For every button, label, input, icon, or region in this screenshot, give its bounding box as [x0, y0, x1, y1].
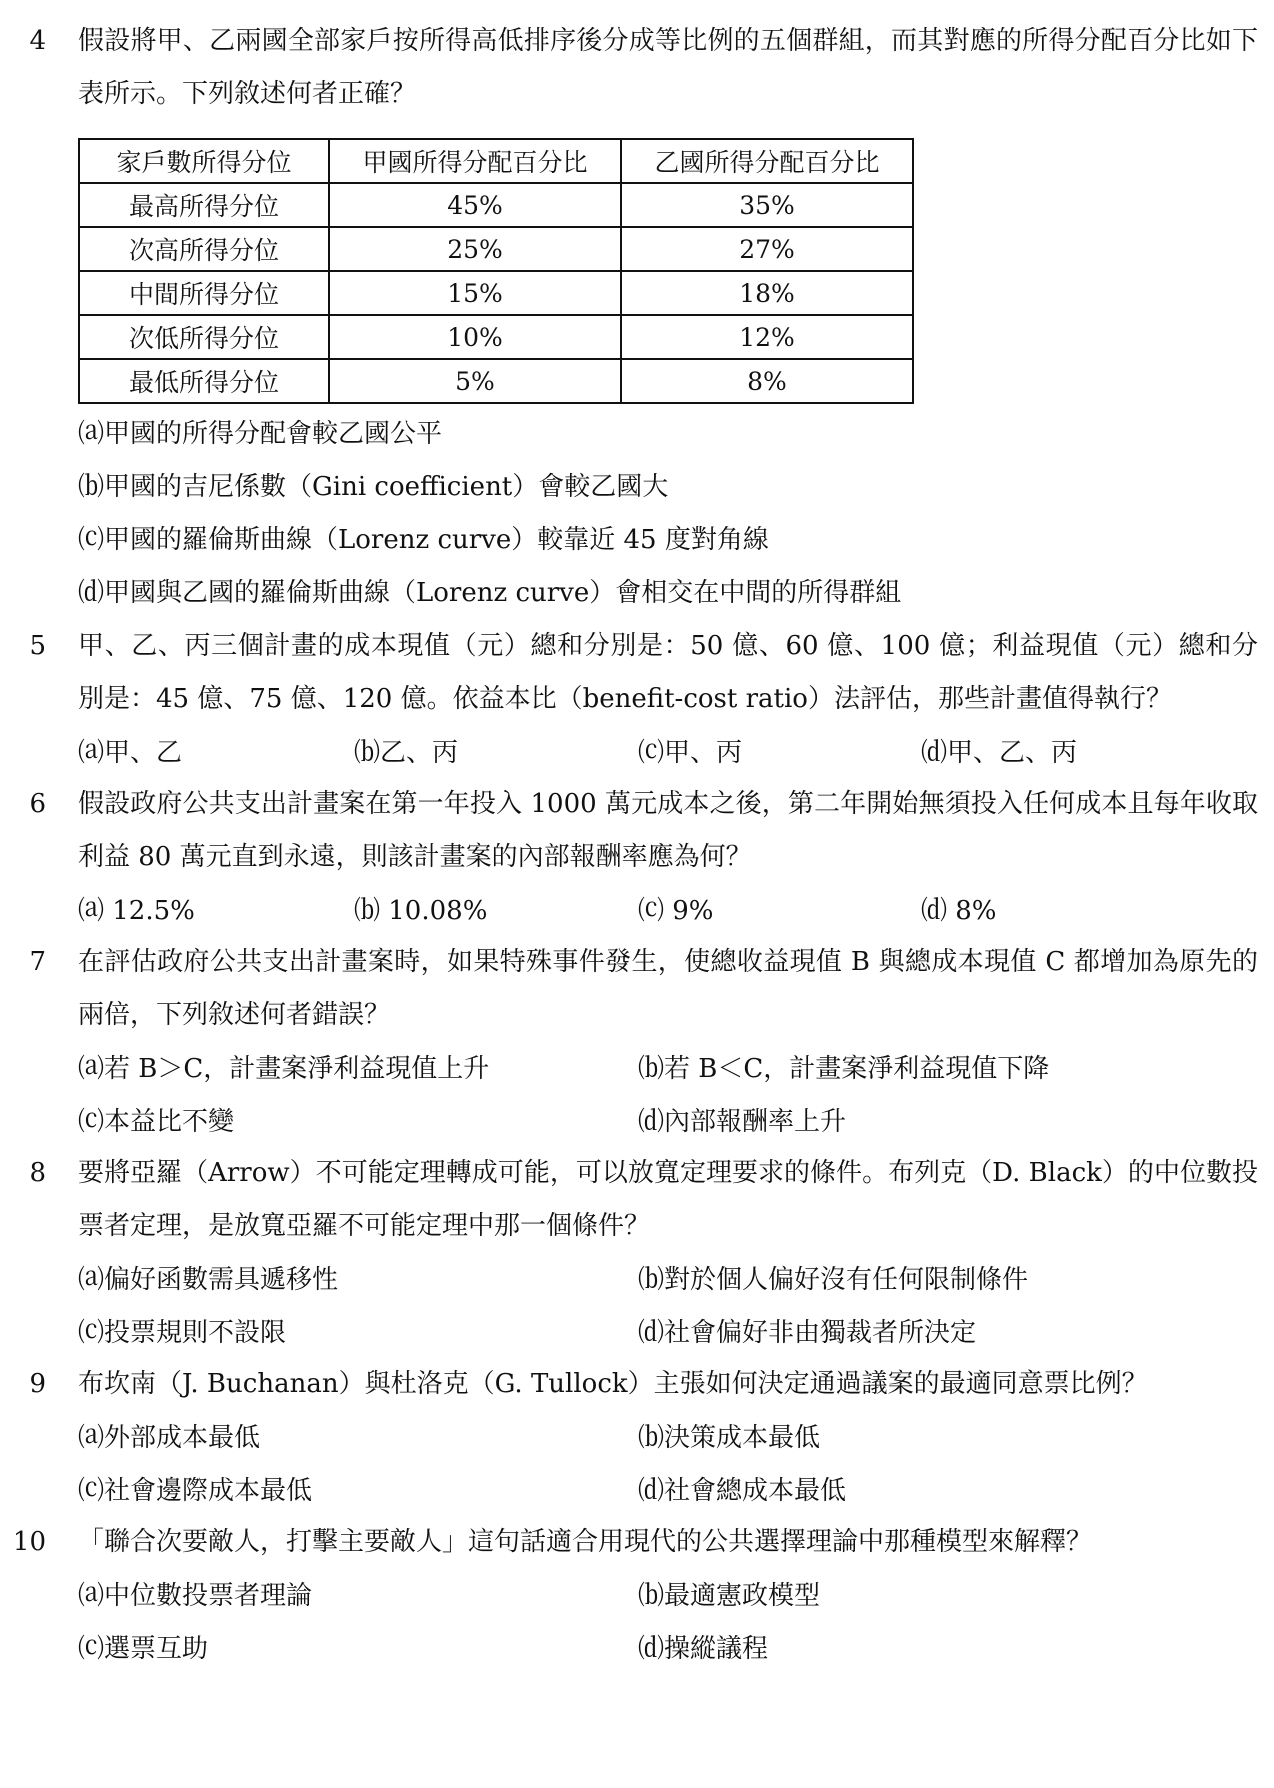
- question-number: 4: [29, 26, 46, 56]
- option-b[interactable]: ⒝決策成本最低: [638, 1423, 821, 1453]
- table-header: 甲國所得分配百分比: [329, 139, 621, 183]
- option-a[interactable]: ⒜中位數投票者理論: [78, 1581, 313, 1611]
- table-row: [79, 271, 913, 315]
- question-number: 9: [29, 1369, 46, 1399]
- table-cell: 10%: [329, 315, 621, 359]
- option-b[interactable]: ⒝若 B＜C，計畫案淨利益現值下降: [638, 1054, 1050, 1084]
- question-number: 7: [29, 947, 46, 977]
- option-d[interactable]: ⒟操縱議程: [638, 1634, 769, 1664]
- table-cell: 18%: [621, 271, 913, 315]
- table-cell: 8%: [621, 359, 913, 403]
- option-c[interactable]: ⒞選票互助: [78, 1634, 209, 1664]
- table-cell: 27%: [621, 227, 913, 271]
- table-row: [79, 359, 913, 403]
- option-b[interactable]: ⒝對於個人偏好沒有任何限制條件: [638, 1265, 1029, 1295]
- option-b[interactable]: ⒝最適憲政模型: [638, 1581, 821, 1611]
- option-a[interactable]: ⒜ 12.5%: [78, 896, 195, 926]
- option-c[interactable]: ⒞本益比不變: [78, 1107, 235, 1137]
- option-c[interactable]: ⒞甲國的羅倫斯曲線（Lorenz curve）較靠近 45 度對角線: [78, 525, 769, 555]
- option-d[interactable]: ⒟內部報酬率上升: [638, 1107, 847, 1137]
- option-d[interactable]: ⒟甲國與乙國的羅倫斯曲線（Lorenz curve）會相交在中間的所得群組: [78, 578, 902, 608]
- option-c[interactable]: ⒞甲、丙: [638, 738, 743, 768]
- option-d[interactable]: ⒟甲、乙、丙: [921, 738, 1078, 768]
- table-cell: 15%: [329, 271, 621, 315]
- question-text: 「聯合次要敵人，打擊主要敵人」這句話適合用現代的公共選擇理論中那種模型來解釋？: [78, 1527, 1093, 1557]
- question-number: 6: [29, 789, 46, 819]
- option-b[interactable]: ⒝乙、丙: [354, 738, 459, 768]
- table-cell: 45%: [329, 183, 621, 227]
- table-cell: 12%: [621, 315, 913, 359]
- table-cell: 次低所得分位: [79, 315, 329, 359]
- table-row: [79, 315, 913, 359]
- question-number: 8: [29, 1158, 46, 1188]
- option-b[interactable]: ⒝ 10.08%: [354, 896, 488, 926]
- option-a[interactable]: ⒜甲國的所得分配會較乙國公平: [78, 419, 443, 449]
- option-c[interactable]: ⒞ 9%: [638, 896, 714, 926]
- option-d[interactable]: ⒟社會偏好非由獨裁者所決定: [638, 1318, 977, 1348]
- option-d[interactable]: ⒟ 8%: [921, 896, 997, 926]
- question-text: 假設政府公共支出計畫案在第一年投入 1000 萬元成本之後，第二年開始無須投入任何成本且每年收取利益 80 萬元直到永遠，則該計畫案的內部報酬率應為何？: [78, 789, 1258, 872]
- option-a[interactable]: ⒜偏好函數需具遞移性: [78, 1265, 339, 1295]
- option-a[interactable]: ⒜外部成本最低: [78, 1423, 261, 1453]
- table-row: [79, 227, 913, 271]
- option-b[interactable]: ⒝甲國的吉尼係數（Gini coefficient）會較乙國大: [78, 472, 669, 502]
- table-cell: 最高所得分位: [79, 183, 329, 227]
- table-row: [79, 183, 913, 227]
- option-c[interactable]: ⒞社會邊際成本最低: [78, 1476, 313, 1506]
- option-a[interactable]: ⒜若 B＞C，計畫案淨利益現值上升: [78, 1054, 490, 1084]
- question-text: 在評估政府公共支出計畫案時，如果特殊事件發生，使總收益現值 B 與總成本現值 C 都增加為原先的兩倍，下列敘述何者錯誤？: [78, 947, 1258, 1030]
- question-text: 甲、乙、丙三個計畫的成本現值（元）總和分別是：50 億、60 億、100 億；利益現值（元）總和分別是：45 億、75 億、120 億。依益本比（benefit-cost ratio）法評估，那些計畫值得執行？: [78, 631, 1258, 714]
- option-a[interactable]: ⒜甲、乙: [78, 738, 183, 768]
- income-distribution-table: [78, 138, 914, 404]
- table-cell: 最低所得分位: [79, 359, 329, 403]
- question-text: 要將亞羅（Arrow）不可能定理轉成可能，可以放寬定理要求的條件。布列克（D. Black）的中位數投票者定理，是放寬亞羅不可能定理中那一個條件？: [78, 1158, 1258, 1241]
- question-number: 10: [12, 1527, 46, 1557]
- table-cell: 中間所得分位: [79, 271, 329, 315]
- table-cell: 5%: [329, 359, 621, 403]
- question-text: 布坎南（J. Buchanan）與杜洛克（G. Tullock）主張如何決定通過議案的最適同意票比例？: [78, 1369, 1148, 1399]
- table-cell: 25%: [329, 227, 621, 271]
- option-d[interactable]: ⒟社會總成本最低: [638, 1476, 847, 1506]
- question-number: 5: [29, 631, 46, 661]
- table-header: 乙國所得分配百分比: [621, 139, 913, 183]
- table-header-row: [79, 139, 913, 183]
- table-cell: 次高所得分位: [79, 227, 329, 271]
- option-c[interactable]: ⒞投票規則不設限: [78, 1318, 287, 1348]
- table-header: 家戶數所得分位: [79, 139, 329, 183]
- table-cell: 35%: [621, 183, 913, 227]
- question-text: 假設將甲、乙兩國全部家戶按所得高低排序後分成等比例的五個群組，而其對應的所得分配百分比如下表所示。下列敘述何者正確？: [78, 26, 1258, 109]
